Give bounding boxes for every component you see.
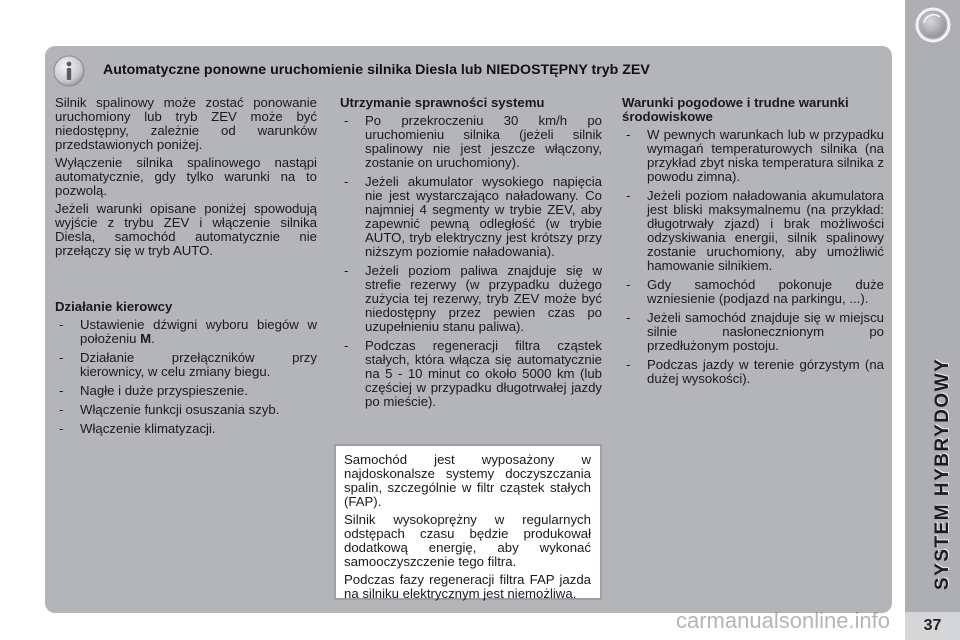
column-conditions: [622, 96, 884, 391]
list-item: - Jeżeli akumulator wysokiego napięcia nie jest wystarczająco naładowany. Co najmniej 4 segmenty w trybie ZEV, aby zapewnić pewną odległość (w trybie AUTO, tryb elektryczny jest krótszy przy niższym poziomie naładowania).: [340, 175, 602, 259]
fap-paragraph: Podczas fazy regeneracji filtra FAP jazda na silniku elektrycznym jest niemożliwa.: [344, 572, 591, 601]
intro-paragraph: Jeżeli warunki opisane poniżej spowodują wyjście z trybu ZEV i włączenie silnika Diesla, samochód automatycznie nie przełączy się w tryb AUTO.: [55, 201, 317, 258]
watermark: carmanualsonline.info: [676, 608, 891, 633]
intro-paragraph: Wyłączenie silnika spalinowego nastąpi automatycznie, gdy tylko warunki na to pozwolą.: [55, 155, 317, 198]
list-item: - Jeżeli samochód znajduje się w miejscu silnie nasłonecznionym po przedłużonym postoju.: [622, 311, 884, 353]
driver-action-list: [55, 318, 317, 436]
list-item: - Gdy samochód pokonuje duże wzniesienie (podjazd na parkingu, ...).: [622, 278, 884, 306]
info-icon: [53, 55, 85, 87]
driver-action-heading: Działanie kierowcy: [55, 299, 173, 314]
list-item: - Włączenie klimatyzacji.: [55, 422, 317, 436]
fap-note-box: [334, 444, 602, 600]
list-item: - W pewnych warunkach lub w przypadku wymagań temperaturowych silnika (na przykład zbyt niska temperatura silnika z powodu zimna).: [622, 128, 884, 184]
page-title: Automatyczne ponowne uruchomienie silnika Diesla lub NIEDOSTĘPNY tryb ZEV: [103, 62, 650, 78]
maintenance-heading: Utrzymanie sprawności systemu: [340, 95, 545, 110]
fap-paragraph: Samochód jest wyposażony w najdoskonalsze systemy doczyszczania spalin, szczególnie w filtr cząstek stałych (FAP).: [344, 452, 591, 509]
list-item: - Jeżeli poziom naładowania akumulatora jest bliski maksymalnemu (na przykład: długotrwały zjazd) i brak możliwości odzyskiwania energii, silnik spalinowy zostanie uruchomiony, aby umożliwić hamowanie silnikiem.: [622, 189, 884, 273]
list-item: - Włączenie funkcji osuszania szyb.: [55, 403, 317, 417]
column-maintenance: [340, 96, 602, 414]
list-item: - Podczas regeneracji filtra cząstek stałych, która włącza się automatycznie na 5 - 10 minut co około 5000 km (lub częściej w przypadku długotrwałej jazdy po mieście).: [340, 339, 602, 409]
circle-icon: [914, 6, 952, 44]
intro-paragraph: Silnik spalinowy może zostać ponowanie uruchomiony lub tryb ZEV może być niedostępny, zależnie od warunków przedstawionych poniżej.: [55, 95, 317, 152]
column-intro: [55, 96, 317, 441]
section-title: SYSTEM HYBRYDOWY: [932, 357, 953, 590]
list-item: - Jeżeli poziom paliwa znajduje się w strefie rezerwy (w przypadku dużego zużycia tej rezerwy, tryb ZEV może być niedostępny przez pewien czas po uzupełnieniu stanu paliwa).: [340, 264, 602, 334]
list-item: - Po przekroczeniu 30 km/h po uruchomieniu silnika (jeżeli silnik spalinowy nie jest jeszcze włączony, zostanie on uruchomiony).: [340, 114, 602, 170]
list-item: - Nagłe i duże przyspieszenie.: [55, 384, 317, 398]
list-item: - Działanie przełączników przy kierownicy, w celu zmiany biegu.: [55, 351, 317, 379]
list-item: - Ustawienie dźwigni wyboru biegów w położeniu M.: [55, 318, 317, 346]
conditions-heading: Warunki pogodowe i trudne warunki środowiskowe: [622, 95, 849, 124]
maintenance-list: [340, 114, 602, 409]
page-number: 37: [905, 612, 960, 640]
conditions-list: [622, 128, 884, 386]
gear-position-m: M: [140, 331, 152, 346]
list-item: - Podczas jazdy w terenie górzystym (na dużej wysokości).: [622, 358, 884, 386]
fap-paragraph: Silnik wysokoprężny w regularnych odstępach czasu będzie produkował dodatkową energię, aby wykonać samooczyszczenie tego filtra.: [344, 512, 591, 569]
